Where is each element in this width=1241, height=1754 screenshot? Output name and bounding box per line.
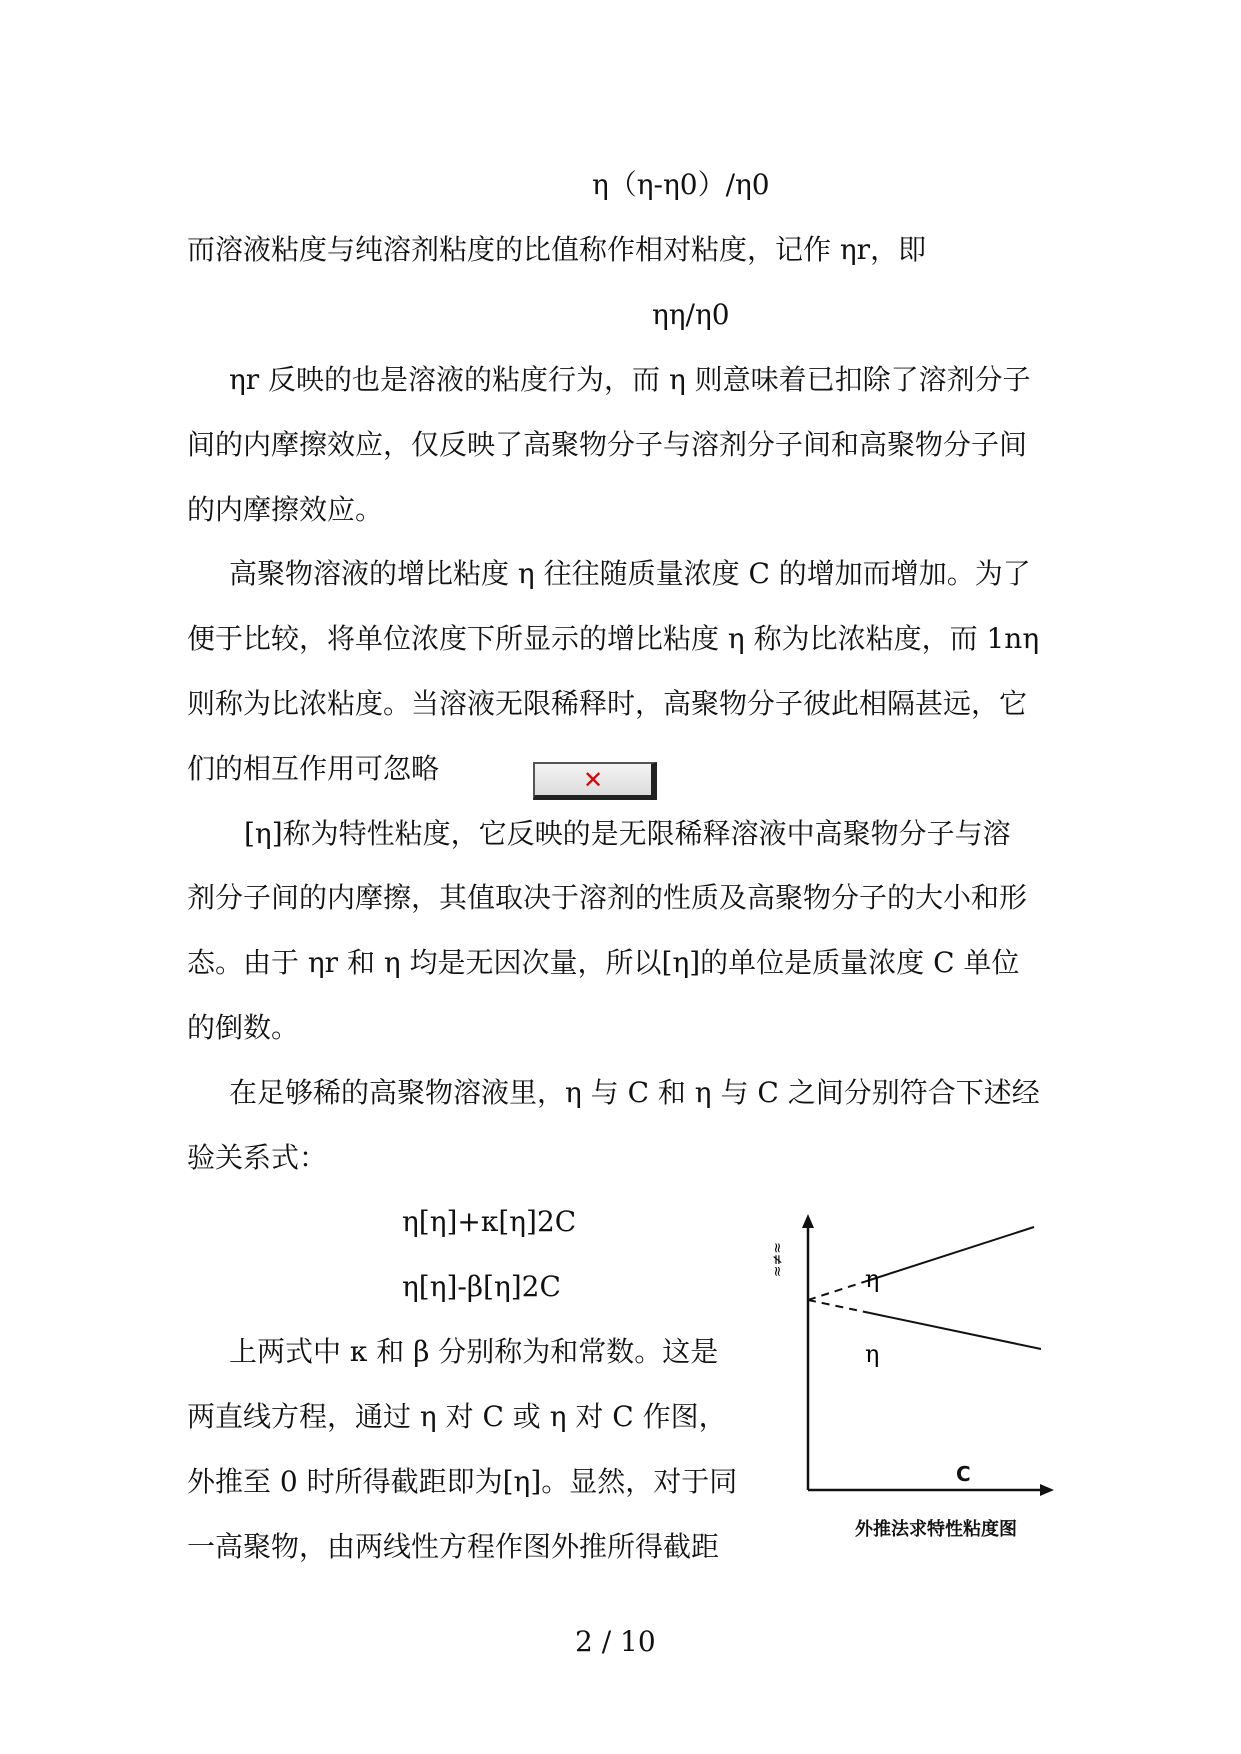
- text-line: 的倒数。: [187, 1011, 300, 1044]
- upper-line: [870, 1227, 1034, 1280]
- close-icon: ✕: [582, 766, 604, 794]
- text-line: 外推至 0 时所得截距即为[η]。显然，对于同: [187, 1465, 738, 1498]
- x-axis-arrow: [1040, 1484, 1054, 1496]
- equation-3: η[η]+κ[η]2C: [402, 1205, 577, 1238]
- text-line: 高聚物溶液的增比粘度 η 往往随质量浓度 C 的增加而增加。为了: [229, 557, 1031, 590]
- text-line: 验关系式：: [187, 1141, 328, 1174]
- upper-line-label: η: [865, 1265, 880, 1293]
- text-line: ηr 反映的也是溶液的粘度行为，而 η 则意味着已扣除了溶剂分子: [229, 363, 1031, 396]
- y-axis-label: ≈≠≈: [769, 1242, 785, 1278]
- text-line: 便于比较，将单位浓度下所显示的增比粘度 η 称为比浓粘度，而 1nη: [187, 622, 1040, 655]
- extrapolation-figure: [760, 1210, 1060, 1510]
- text-line: 则称为比浓粘度。当溶液无限稀释时，高聚物分子彼此相隔甚远，它: [187, 687, 1028, 720]
- upper-line-extrapolated: [808, 1280, 870, 1300]
- lower-line: [870, 1313, 1041, 1349]
- text-line: 上两式中 κ 和 β 分别称为和常数。这是: [229, 1335, 719, 1368]
- text-line: 两直线方程，通过 η 对 C 或 η 对 C 作图，: [187, 1400, 727, 1433]
- figure-caption: 外推法求特性粘度图: [855, 1519, 1017, 1540]
- text-line: 的内摩擦效应。: [187, 493, 384, 526]
- text-line: 一高聚物，由两线性方程作图外推所得截距: [187, 1530, 720, 1563]
- lower-line-extrapolated: [808, 1300, 870, 1313]
- text-line: 剂分子间的内摩擦，其值取决于溶剂的性质及高聚物分子的大小和形: [187, 881, 1028, 914]
- text-line: 态。由于 ηr 和 η 均是无因次量，所以[η]的单位是质量浓度 C 单位: [187, 946, 1020, 979]
- broken-image-icon: [533, 762, 657, 800]
- equation-2: ηη/η0: [652, 298, 730, 331]
- text-line: [η]称为特性粘度，它反映的是无限稀释溶液中高聚物分子与溶: [244, 817, 1011, 850]
- page-number: 2 / 10: [575, 1625, 656, 1658]
- equation-1: η（η-η0）/η0: [592, 168, 770, 201]
- equation-4: η[η]-β[η]2C: [402, 1270, 561, 1303]
- text-line: 间的内摩擦效应，仅反映了高聚物分子与溶剂分子间和高聚物分子间: [187, 428, 1028, 461]
- text-line: 们的相互作用可忽略: [187, 752, 440, 785]
- x-axis-label: C: [956, 1462, 971, 1486]
- text-line: 而溶液粘度与纯溶剂粘度的比值称作相对粘度，记作 ηr，即: [187, 233, 927, 266]
- lower-line-label: η: [865, 1340, 880, 1368]
- y-axis-arrow: [802, 1214, 814, 1228]
- text-line: 在足够稀的高聚物溶液里，η 与 C 和 η 与 C 之间分别符合下述经: [229, 1076, 1040, 1109]
